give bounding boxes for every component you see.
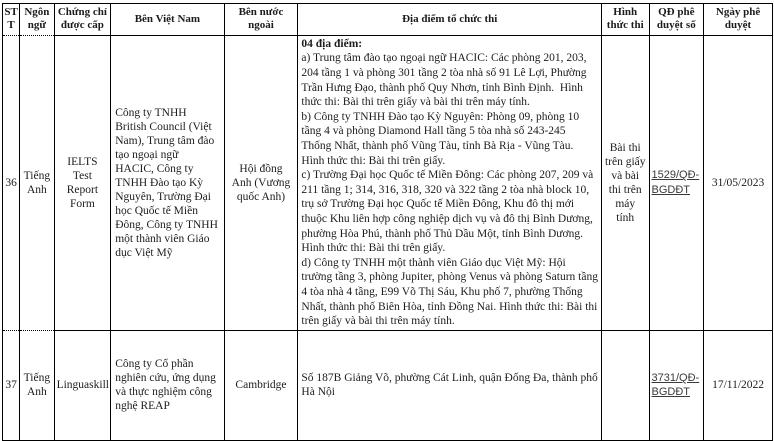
cell-stt: 37 [3,330,20,440]
col-header-certificate: Chứng chỉ được cấp [54,4,111,36]
cell-location [298,35,602,330]
cell-foreign-party: Hội đồng Anh (Vương quốc Anh) [224,35,298,330]
location-item-b: b) Công ty TNHH Đào tạo Kỳ Nguyên: Phòng 09, phòng 10 tầng 4 và phòng Diamond Hall tầng 5 tòa nhà số 243-245 Thống Nhất, thành phố Vũng Tàu, tỉnh Bà Rịa - Vũng Tàu. Hình thức thi: Bài thi trên giấy. [301,110,582,167]
cell-decision-number [649,330,704,440]
cell-vietnam-party: Công ty Cổ phần nghiên cứu, ứng dụng và thực nghiệm công nghệ REAP [111,330,224,440]
col-header-stt: STT [3,4,20,36]
cell-certificate: Linguaskill [54,330,111,440]
cell-stt: 36 [3,35,20,330]
cell-language: Tiếng Anh [20,35,54,330]
cell-exam-format [601,330,649,440]
col-header-location: Địa điểm tổ chức thi [298,4,602,36]
table-row-37 [3,330,773,440]
col-header-foreign-party: Bên nước ngoài [224,4,298,36]
col-header-vietnam-party: Bên Việt Nam [111,4,224,36]
cell-location: Số 187B Giảng Võ, phường Cát Linh, quận Đống Đa, thành phố Hà Nội [298,330,602,440]
exam-approval-table [2,3,773,441]
col-header-exam-format: Hình thức thi [601,4,649,36]
cell-exam-format: Bài thi trên giấy và bài thi trên máy tính [601,35,649,330]
location-heading: 04 địa điểm: [301,37,363,50]
decision-link[interactable]: 3731/QĐ-BGDĐT [651,371,700,399]
location-item-d: d) Công ty TNHH một thành viên Giáo dục Việt Mỹ: Hội trường tầng 3, phòng Jupiter, phòng Venus và phòng Saturn tầng 4 tòa nhà 4 tầng, E99 Võ Thị Sáu, Khu phố 7, phường Thống Nhất, thành phố Biên Hòa, tỉnh Đồng Nai. Hình thức thi: Bài thi trên giấy và bài thi trên máy tính. [301,256,601,328]
cell-approval-date: 31/05/2023 [704,35,773,330]
cell-certificate: IELTS Test Report Form [54,35,111,330]
cell-foreign-party: Cambridge [224,330,298,440]
col-header-decision-number: QĐ phê duyệt số [649,4,704,36]
cell-vietnam-party: Công ty TNHH British Council (Việt Nam), Trung tâm đào tạo ngoại ngữ HACIC, Công ty TNHH Đào tạo Kỳ Nguyên, Trường Đại học Quốc tế Miền Đông, Công ty TNHH một thành viên Giáo dục Việt Mỹ [111,35,224,330]
decision-link[interactable]: 1529/QĐ-BGDĐT [651,169,700,196]
location-item-a: a) Trung tâm đào tạo ngoại ngữ HACIC: Các phòng 201, 203, 204 tầng 1 và phòng 301 tầng 2 tòa nhà số 91 Lê Lợi, Phường Trần Hưng Đạo, thành phố Quy Nhơn, tỉnh Bình Định. Hình thức thi: Bài thi trên giấy và bài thi trên máy tính. [301,52,590,109]
header-row [3,4,773,36]
cell-decision-number [649,35,704,330]
cell-language: Tiếng Anh [20,330,54,440]
location-item-c: c) Trường Đại học Quốc tế Miền Đông: Các phòng 207, 209 và 211 tầng 1; 314, 316, 318, 320 và 322 tầng 2 tòa nhà block 10, trụ sở Trường Đại học Quốc tế Miền Đông, Khu đô thị mới thuộc Khu liên hợp công nghiệp dịch vụ và đô thị Bình Dương, phường Hòa Phú, thành phố Thủ Dầu Một, tỉnh Bình Dương. Hình thức thi: Bài thi trên giấy. [301,169,597,255]
col-header-language: Ngôn ngữ [20,4,54,36]
cell-approval-date: 17/11/2022 [704,330,773,440]
table-row-36 [3,35,773,330]
col-header-approval-date: Ngày phê duyệt [704,4,773,36]
